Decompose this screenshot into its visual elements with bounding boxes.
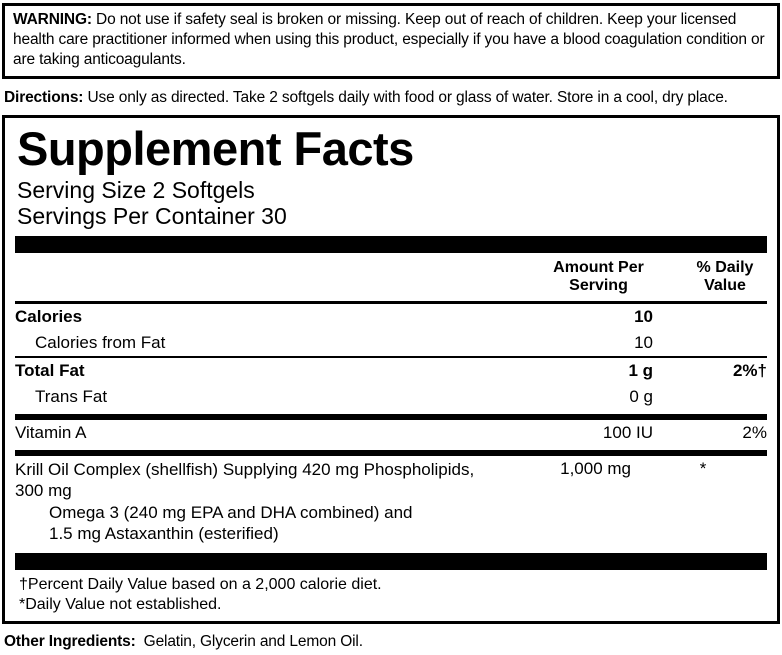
warning-text	[13, 10, 771, 70]
footnote-not-established: *Daily Value not established.	[19, 596, 222, 614]
supplement-label-page	[0, 3, 782, 655]
krill-rows	[15, 456, 767, 547]
header-amount-line2: Serving	[569, 277, 628, 295]
row-dv: *	[699, 459, 707, 479]
footnote-daily-value: †Percent Daily Value based on a 2,000 calorie diet.	[19, 576, 382, 594]
row-name: Trans Fat	[35, 387, 108, 407]
supplement-facts-title: Supplement Facts	[17, 122, 414, 176]
supplement-facts-panel	[2, 115, 780, 624]
header-dv-line2: Value	[704, 277, 746, 295]
vitamin-rows	[15, 420, 767, 446]
table-row	[15, 420, 767, 446]
row-dv	[683, 330, 767, 357]
header-amount-per-serving	[536, 253, 683, 301]
header-blank	[15, 253, 536, 301]
warning-label: WARNING:	[13, 11, 92, 28]
row-dv	[683, 384, 767, 410]
directions-label: Directions:	[4, 89, 84, 107]
footnotes	[19, 575, 767, 615]
header-daily-value	[683, 253, 767, 301]
directions-body: Use only as directed. Take 2 softgels daily with food or glass of water. Store in a cool, dry place.	[83, 89, 728, 107]
table-header-row	[15, 253, 767, 301]
row-name: Total Fat	[15, 357, 528, 384]
divider-thick-top	[15, 236, 767, 253]
row-name: Calories	[15, 307, 83, 327]
nutrition-table	[15, 253, 767, 301]
table-row	[15, 456, 767, 547]
row-amount: 10	[634, 333, 653, 353]
row-name: Calories from Fat	[35, 333, 166, 353]
other-ingredients-line	[4, 633, 780, 651]
warning-body: Do not use if safety seal is broken or missing. Keep out of reach of children. Keep your licensed health care practitioner informed when using this product, especially if you have a blood coagulation condition or are taking anticoagulants.	[13, 11, 765, 69]
serving-size: Serving Size 2 Softgels	[17, 176, 255, 203]
warning-box	[2, 3, 780, 79]
row-amount: 0 g	[629, 387, 653, 407]
krill-line-2: Omega 3 (240 mg EPA and DHA combined) and	[49, 502, 413, 522]
row-dv: 2%	[742, 423, 767, 443]
header-amount-line1: Amount Per	[553, 259, 644, 277]
nutrition-rows	[15, 304, 767, 410]
krill-line-3: 1.5 mg Astaxanthin (esterified)	[49, 523, 279, 543]
divider-thick-bottom	[15, 553, 767, 570]
krill-line-1: Krill Oil Complex (shellfish) Supplying 420 mg Phospholipids, 300 mg	[15, 460, 475, 501]
row-dv	[683, 304, 767, 330]
servings-per-container: Servings Per Container 30	[17, 202, 287, 229]
row-name: Vitamin A	[15, 423, 87, 443]
other-ingredients-value: Gelatin, Glycerin and Lemon Oil.	[143, 633, 363, 651]
table-row	[15, 330, 767, 357]
row-dv: 2%†	[683, 357, 767, 384]
header-dv-line1: % Daily	[696, 259, 754, 277]
table-row	[15, 357, 767, 384]
row-amount: 10	[634, 307, 653, 327]
directions-line	[4, 89, 780, 107]
other-ingredients-label: Other Ingredients:	[4, 633, 136, 651]
row-amount: 100 IU	[602, 423, 653, 443]
row-amount: 1 g	[528, 357, 683, 384]
row-name	[15, 456, 506, 547]
table-row	[15, 384, 767, 410]
table-row	[15, 304, 767, 330]
row-amount: 1,000 mg	[560, 459, 631, 479]
